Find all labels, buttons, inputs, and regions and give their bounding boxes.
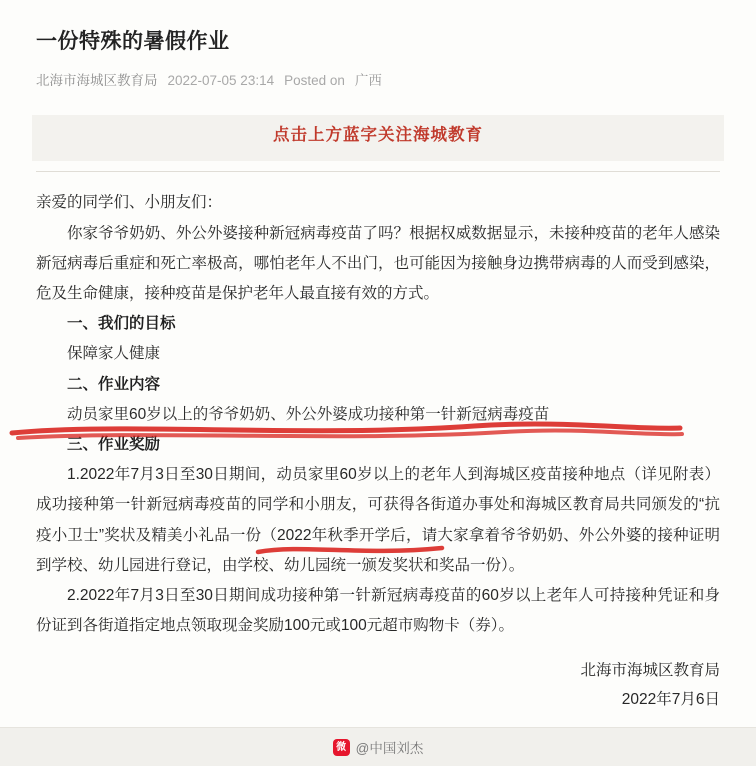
- divider: [36, 171, 720, 172]
- section-1-paragraph: 保障家人健康: [67, 345, 161, 363]
- meta-location: 广西: [354, 73, 382, 89]
- footer-watermark: [0, 727, 756, 766]
- intro-paragraph: 你家爷爷奶奶、外公外婆接种新冠病毒疫苗了吗？根据权威数据显示，未接种疫苗的老年人感染新冠病毒后重症和死亡率极高，哪怕老年人不出门，也可能因为接触身边携带病毒的人而受到感染，危及生命健康，接种疫苗是保护老年人最直接有效的方式。: [36, 224, 720, 302]
- section-2-paragraph-wrap: [36, 400, 720, 430]
- article-meta: [36, 69, 720, 89]
- signature-org: 北海市海城区教育局: [580, 661, 720, 679]
- section-2-heading: 二、作业内容: [67, 375, 161, 393]
- salutation: 亲爱的同学们、小朋友们：: [36, 194, 223, 212]
- section-3-heading: 三、作业奖励: [67, 436, 161, 454]
- article-body: [36, 188, 720, 714]
- section-2-paragraph: 动员家里60岁以上的爷爷奶奶、外公外婆成功接种第一针新冠病毒疫苗: [67, 405, 550, 423]
- section-1-heading: 一、我们的目标: [67, 315, 176, 333]
- footer-account-name: @中国刘杰: [355, 741, 424, 756]
- banner-area: [32, 115, 724, 161]
- weibo-icon: 微: [333, 739, 350, 756]
- signature-block: [36, 656, 720, 715]
- section-3-paragraph-1-wrap: [36, 460, 720, 581]
- signature-date: 2022年7月6日: [621, 691, 720, 709]
- section-3-paragraph-1: 1.2022年7月3日至30日期间，动员家里60岁以上的老年人到海城区疫苗接种地点（详见附表）成功接种第一针新冠病毒疫苗的同学和小朋友，可获得各街道办事处和海城区教育局共同颁发的“抗疫小卫士”奖状及精美小礼品一份（2022年秋季开学后，请大家拿着爷爷奶奶、外公外婆的接种证明到学校、幼儿园进行登记，由学校、幼儿园统一颁发奖状和奖品一份）。: [36, 466, 720, 574]
- section-3-paragraph-2: 2.2022年7月3日至30日期间成功接种第一针新冠病毒疫苗的60岁以上老年人可持接种凭证和身份证到各街道指定地点领取现金奖励100元或100元超市购物卡（券）。: [36, 587, 720, 635]
- meta-source: 北海市海城区教育局: [36, 73, 158, 89]
- page-title: 一份特殊的暑假作业: [36, 30, 230, 53]
- banner-subhead: 点击上方蓝字关注海城教育: [273, 126, 483, 145]
- meta-posted-label: Posted on: [284, 73, 345, 89]
- meta-datetime: 2022-07-05 23:14: [167, 73, 275, 89]
